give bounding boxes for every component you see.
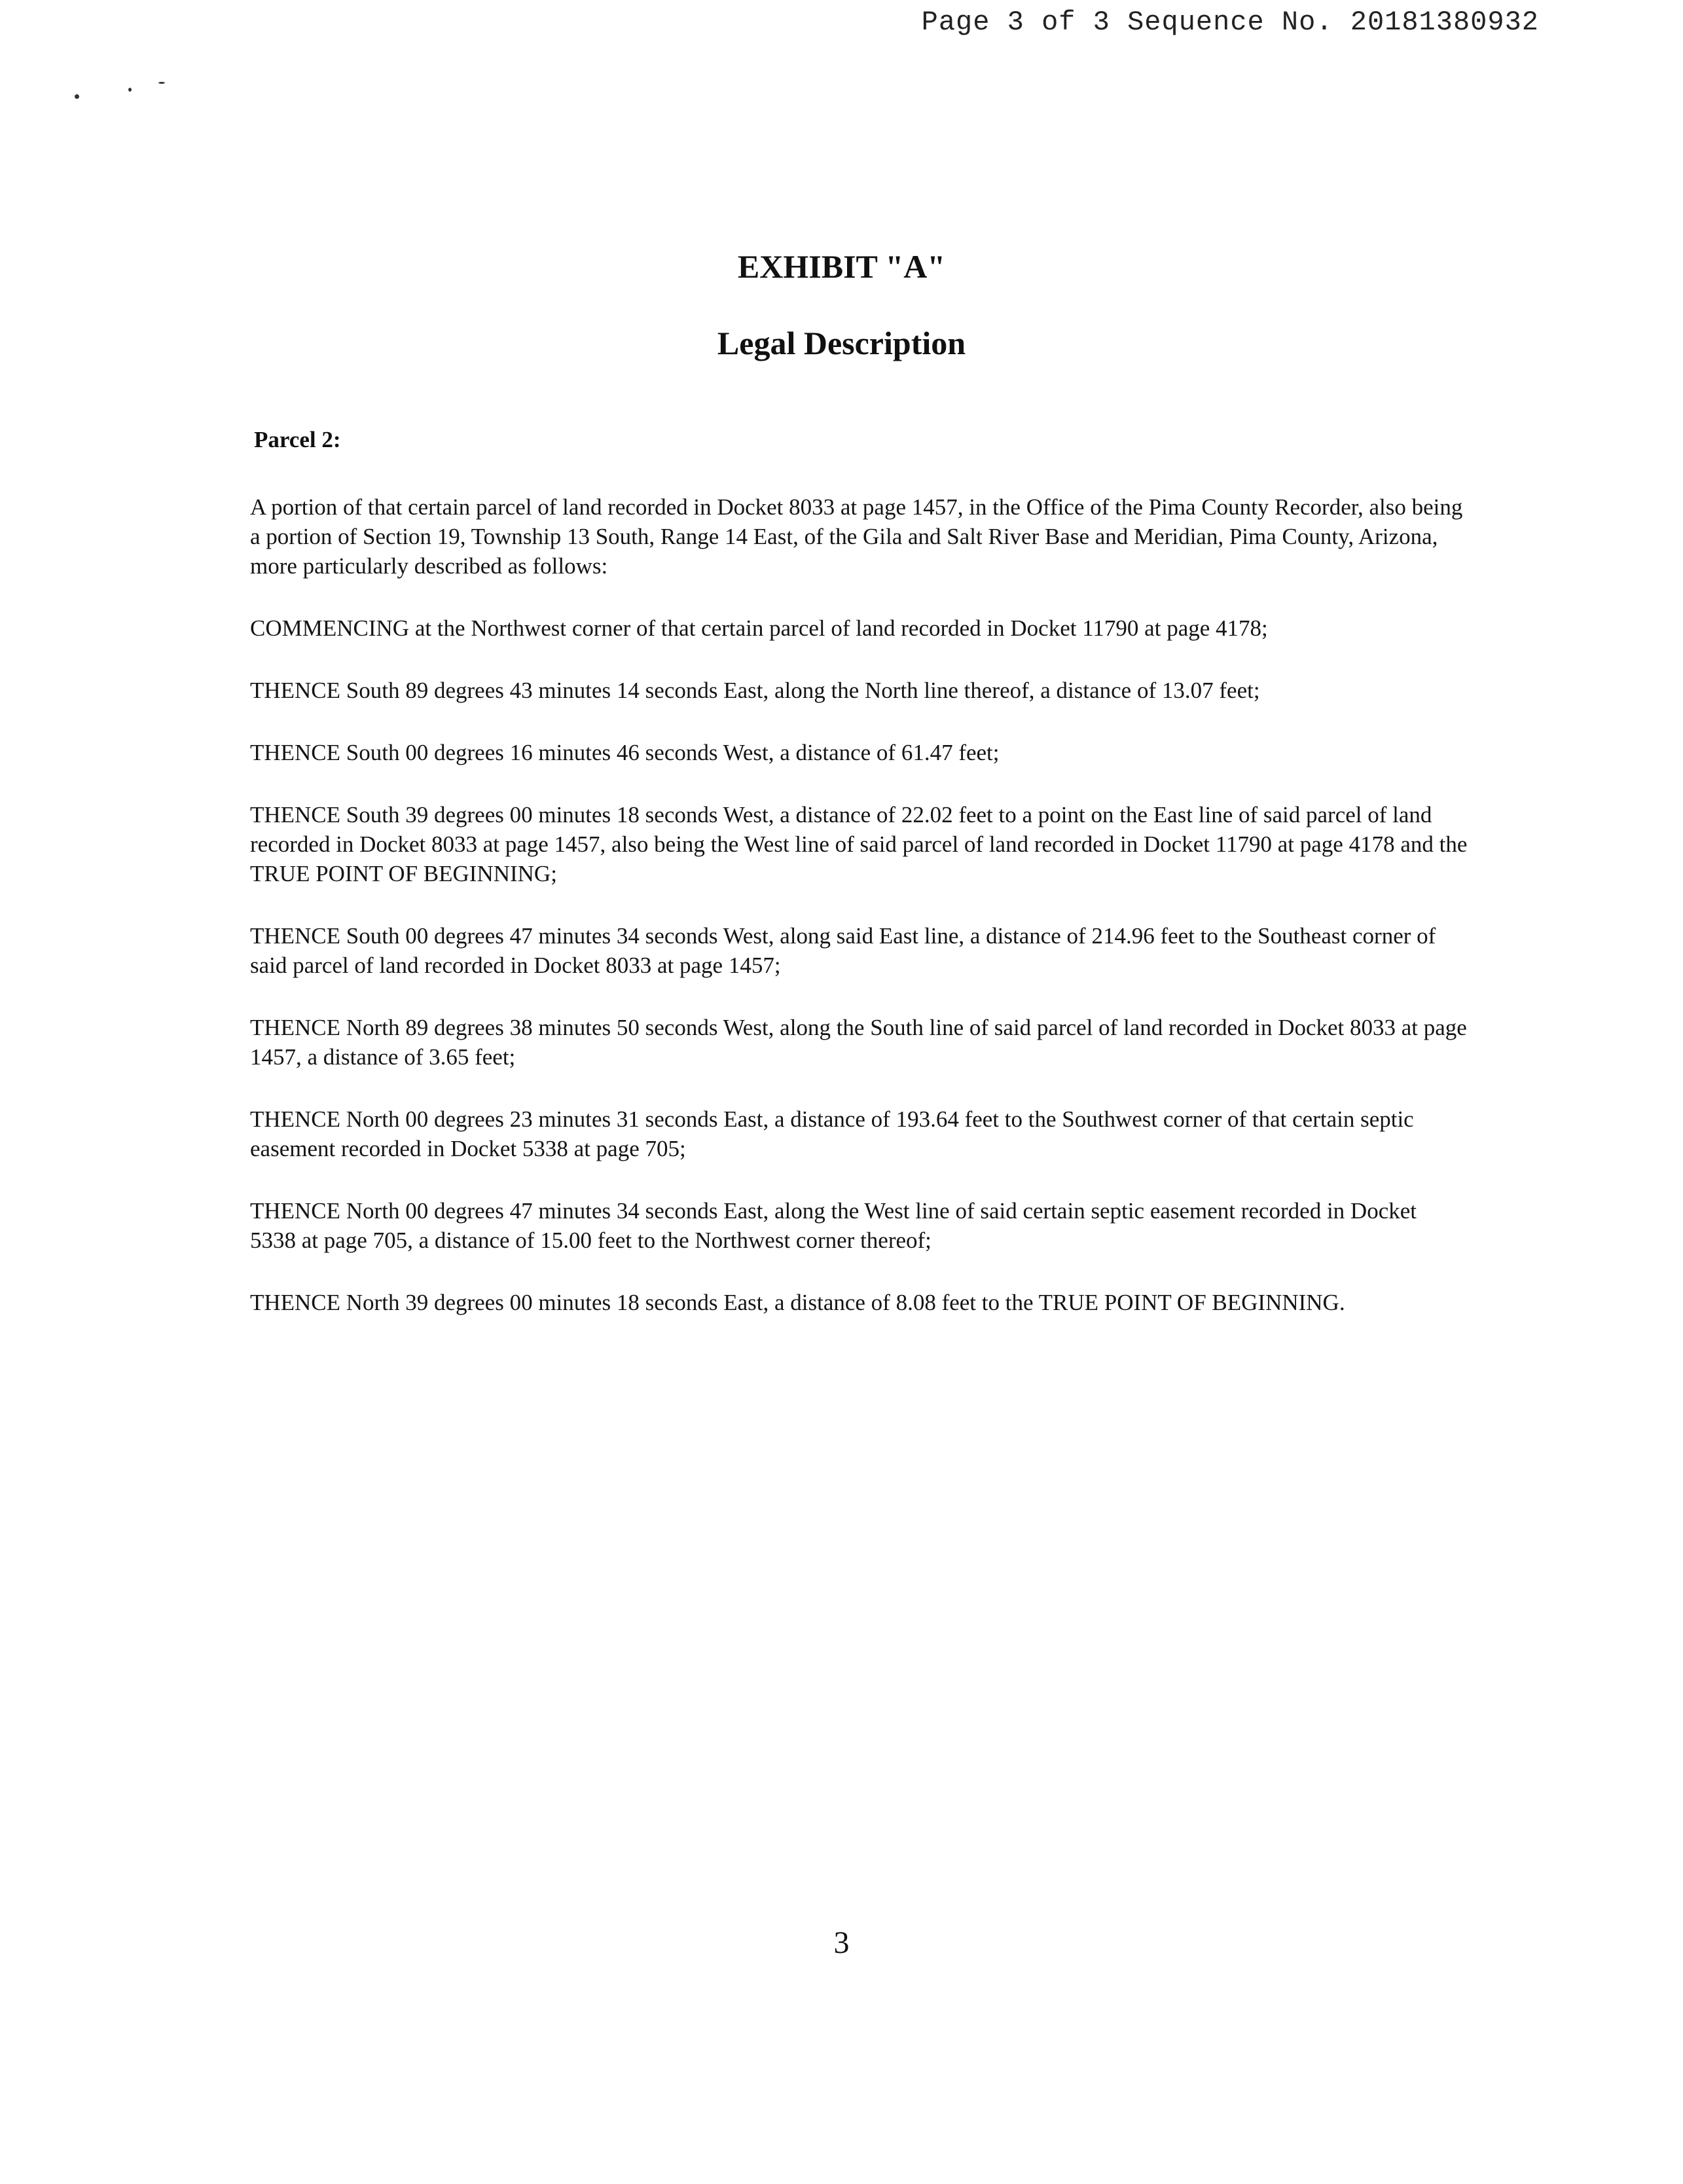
- legal-paragraph-thence: THENCE South 39 degrees 00 minutes 18 seconds West, a distance of 22.02 feet to a point on the East line of said parcel of land recorded in Docket 8033 at page 1457, also being the West line of said parcel of land recorded in Docket 11790 at page 4178 and the TRUE POINT OF BEGINNING;: [250, 802, 1468, 886]
- legal-description-body: [250, 492, 1468, 1350]
- legal-paragraph-thence: THENCE North 39 degrees 00 minutes 18 seconds East, a distance of 8.08 feet to the TRUE POINT OF BEGINNING.: [250, 1290, 1345, 1315]
- legal-paragraph-thence: THENCE North 89 degrees 38 minutes 50 seconds West, along the South line of said parcel of land recorded in Docket 8033 at page 1457, a distance of 3.65 feet;: [250, 1015, 1467, 1070]
- legal-paragraph-commencing: COMMENCING at the Northwest corner of that certain parcel of land recorded in Docket 11790 at page 4178;: [250, 615, 1268, 641]
- legal-paragraph-intro: A portion of that certain parcel of land recorded in Docket 8033 at page 1457, in the Office of the Pima County Recorder, also being a portion of Section 19, Township 13 South, Range 14 East, of the Gila and Salt River Base and Meridian, Pima County, Arizona, more particularly described as follows:: [250, 494, 1463, 579]
- scan-speck: [128, 88, 132, 92]
- legal-paragraph-thence: THENCE South 00 degrees 16 minutes 46 seconds West, a distance of 61.47 feet;: [250, 740, 1000, 765]
- scan-speck: [158, 82, 165, 84]
- scan-artifacts: [65, 79, 183, 118]
- legal-paragraph-thence: THENCE South 00 degrees 47 minutes 34 seconds West, along said East line, a distance of 214.96 feet to the Southeast corner of said parcel of land recorded in Docket 8033 at page 1457;: [250, 923, 1436, 978]
- exhibit-title: EXHIBIT "A": [737, 248, 946, 285]
- page-number: 3: [833, 1925, 850, 1960]
- legal-paragraph-thence: THENCE North 00 degrees 47 minutes 34 seconds East, along the West line of said certain septic easement recorded in Docket 5338 at page 705, a distance of 15.00 feet to the Northwest corner thereof;: [250, 1198, 1417, 1253]
- legal-paragraph-thence: THENCE North 00 degrees 23 minutes 31 seconds East, a distance of 193.64 feet to the Southwest corner of that certain septic easement recorded in Docket 5338 at page 705;: [250, 1106, 1414, 1161]
- page-sequence-stamp: Page 3 of 3 Sequence No. 20181380932: [921, 7, 1539, 38]
- parcel-label: Parcel 2:: [254, 427, 341, 452]
- legal-description-heading: Legal Description: [717, 325, 966, 361]
- scan-speck: [75, 94, 79, 99]
- legal-paragraph-thence: THENCE South 89 degrees 43 minutes 14 seconds East, along the North line thereof, a distance of 13.07 feet;: [250, 678, 1260, 703]
